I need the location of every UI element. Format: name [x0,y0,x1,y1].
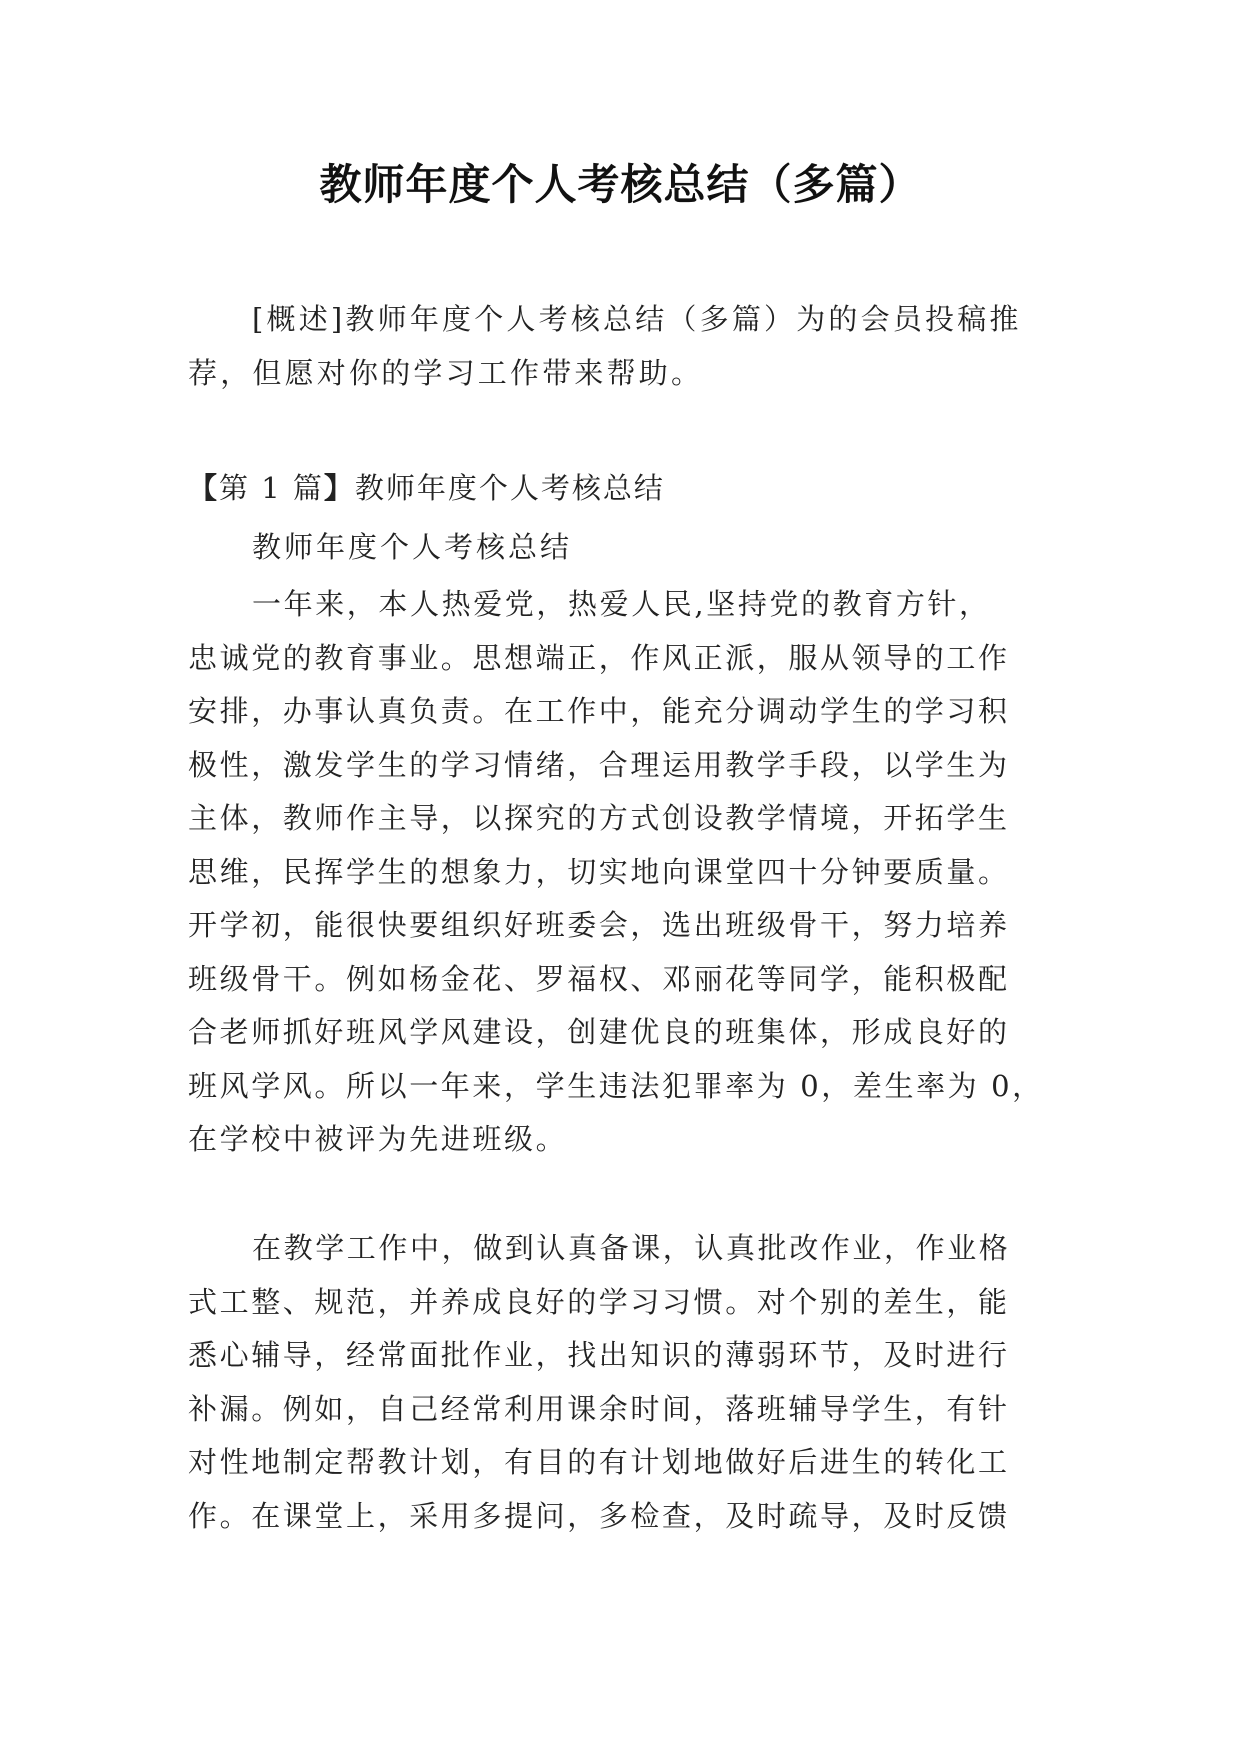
paragraph-line: 在学校中被评为先进班级。 [188,1122,568,1156]
section-title: 教师年度个人考核总结 [354,471,665,505]
section-heading [188,466,665,507]
document-title: 教师年度个人考核总结（多篇） [319,160,922,209]
paragraph-line: 班风学风。所以一年来，学生违法犯罪率为 0，差生率为 0， [188,1068,1044,1103]
paragraph-line: 对性地制定帮教计划，有目的有计划地做好后进生的转化工 [188,1445,1010,1479]
paragraph-line: 合老师抓好班风学风建设，创建优良的班集体，形成良好的 [188,1015,1010,1049]
abstract-line: 荐，但愿对你的学习工作带来帮助。 [188,356,704,390]
section-bracket-close: 】 [323,471,355,505]
paragraph-line: 悉心辅导，经常面批作业，找出知识的薄弱环节，及时进行 [188,1338,1010,1372]
paragraph-line: 开学初，能很快要组织好班委会，选出班级骨干，努力培养 [188,908,1010,942]
body-paragraph [188,1222,1058,1543]
section-bracket-open: 【 [188,471,220,505]
paragraph-line: 式工整、规范，并养成良好的学习习惯。对个别的差生，能 [188,1284,1010,1319]
body-paragraph [188,578,1058,1167]
section-subheading: 教师年度个人考核总结 [252,530,573,564]
paragraph-line: 极性，激发学生的学习情绪，合理运用教学手段，以学生为 [188,747,1010,782]
paragraph-line: 在教学工作中，做到认真备课，认真批改作业，作业格 [252,1231,1011,1265]
paragraph-line: 补漏。例如，自己经常利用课余时间，落班辅导学生，有针 [188,1391,1010,1426]
paragraph-line: 思维，民挥学生的想象力，切实地向课堂四十分钟要质量。 [188,854,1010,889]
paragraph-line: 安排，办事认真负责。在工作中，能充分调动学生的学习积 [188,694,1010,728]
paragraph-line: 班级骨干。例如杨金花、罗福权、邓丽花等同学，能积极配 [188,961,1010,996]
paragraph-line: 主体，教师作主导，以探究的方式创设教学情境，开拓学生 [188,801,1010,835]
paragraph-line: 作。在课堂上，采用多提问，多检查，及时疏导，及时反馈 [188,1498,1010,1533]
paragraph-line: 忠诚党的教育事业。思想端正，作风正派，服从领导的工作 [188,640,1010,675]
paragraph-line: 一年来，本人热爱党，热爱人民,坚持党的教育方针， [252,587,991,621]
abstract-line: [概述]教师年度个人考核总结（多篇）为的会员投稿推 [252,302,1022,336]
section-number-label: 第 1 篇 [219,471,324,505]
abstract-paragraph [188,292,1053,400]
